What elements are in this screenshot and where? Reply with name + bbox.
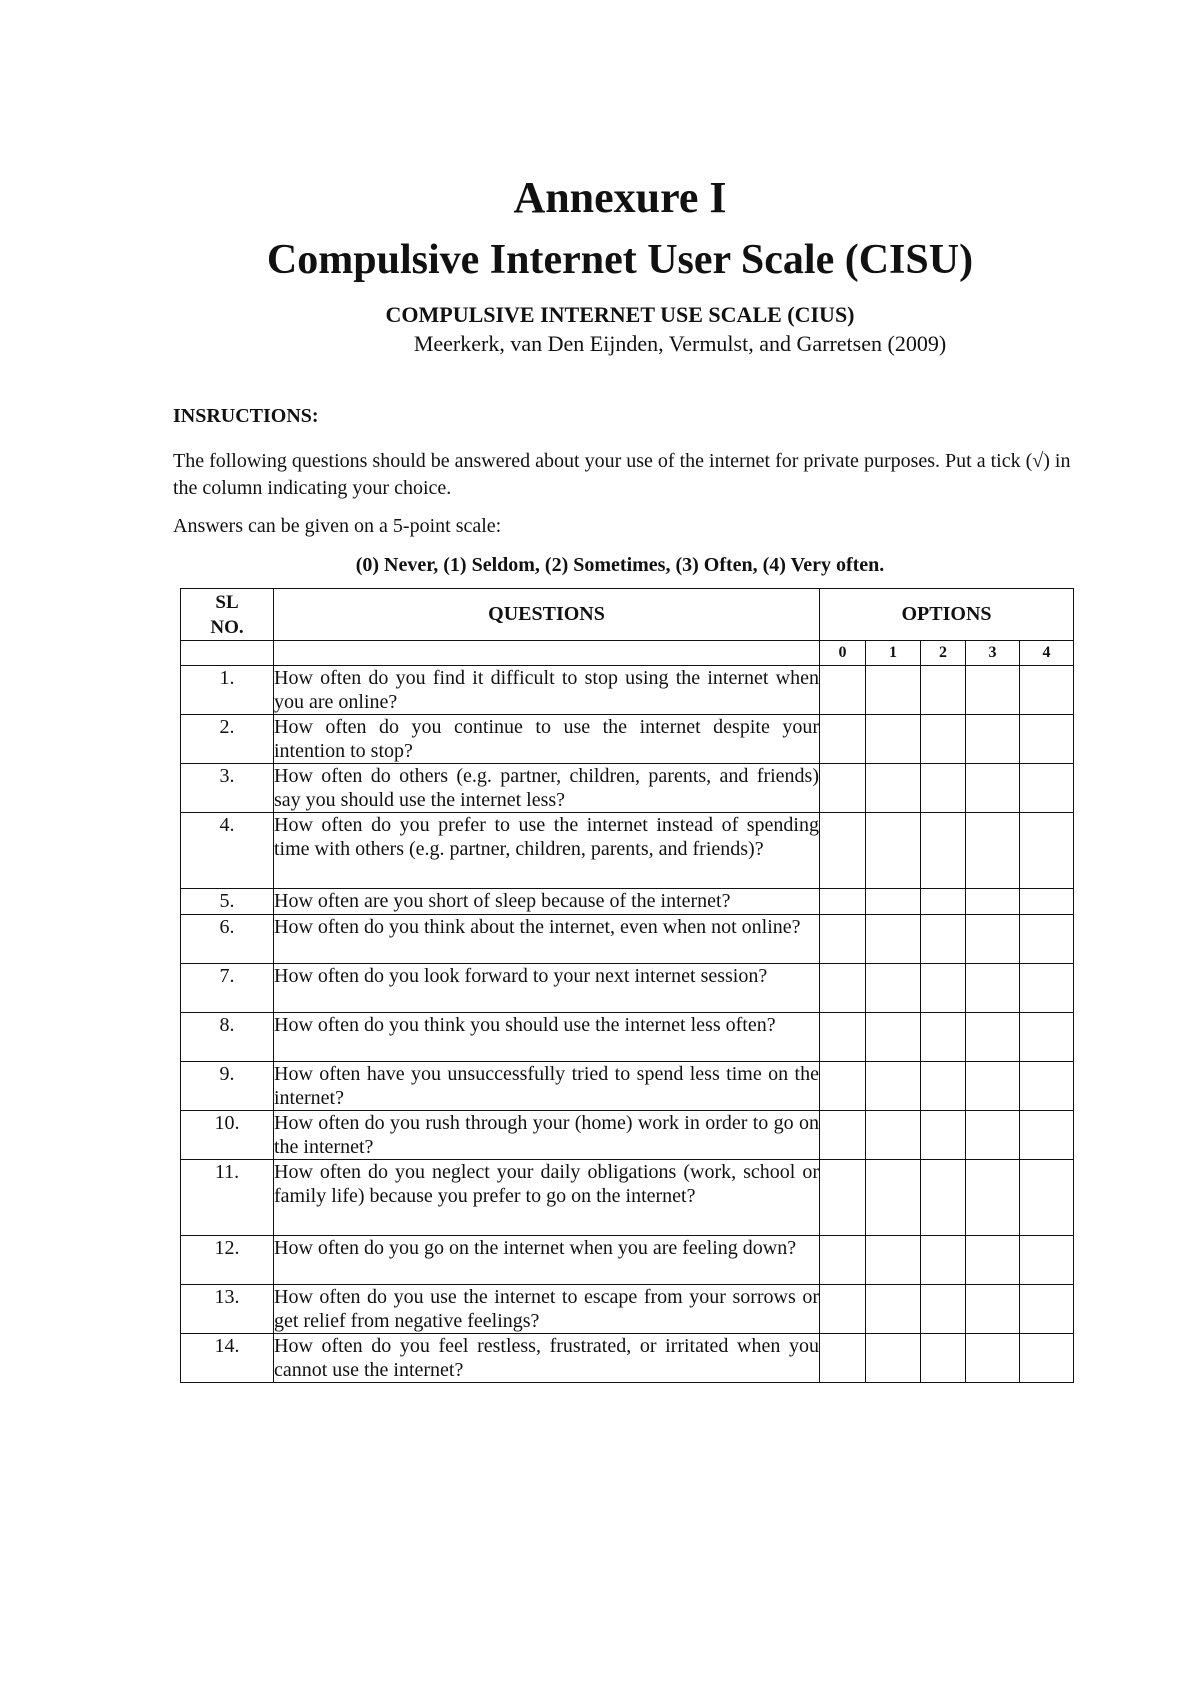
answer-cell-option-1[interactable]	[866, 1334, 921, 1383]
row-question: How often do others (e.g. partner, children, parents, and friends) say you should use the internet less?	[274, 765, 819, 811]
answer-cell-option-1[interactable]	[866, 1013, 921, 1062]
answer-cell-option-4[interactable]	[1020, 1013, 1074, 1062]
row-question: How often do you rush through your (home) work in order to go on the internet?	[274, 1112, 819, 1158]
row-sl-no: 1.	[181, 666, 274, 715]
row-sl-no: 8.	[181, 1013, 274, 1062]
answer-cell-option-1[interactable]	[866, 1111, 921, 1160]
answer-cell-option-1[interactable]	[866, 813, 921, 889]
answer-cell-option-0[interactable]	[820, 1160, 866, 1236]
table-row	[181, 1062, 1074, 1111]
table-row	[181, 1160, 1074, 1236]
row-question: How often are you short of sleep because of the internet?	[274, 889, 820, 915]
answer-cell-option-2[interactable]	[921, 813, 966, 889]
answer-cell-option-0[interactable]	[820, 1236, 866, 1285]
answer-cell-option-4[interactable]	[1020, 764, 1074, 813]
table-row	[181, 666, 1074, 715]
instructions-text: The following questions should be answered about your use of the internet for private purposes. Put a tick (√) in the column indicating your choice.	[173, 450, 1071, 499]
answer-cell-option-2[interactable]	[921, 764, 966, 813]
row-sl-no: 5.	[181, 889, 274, 915]
table-row	[181, 1013, 1074, 1062]
instructions-label: INSRUCTIONS:	[173, 405, 319, 427]
answer-cell-option-4[interactable]	[1020, 915, 1074, 964]
answer-cell-option-1[interactable]	[866, 715, 921, 764]
table-header-row	[181, 589, 1074, 641]
option-1: 1	[866, 641, 921, 666]
annexure-title: Annexure I	[513, 173, 727, 222]
table-row	[181, 764, 1074, 813]
table-row	[181, 1236, 1074, 1285]
row-question: How often do you find it difficult to stop using the internet when you are online?	[274, 667, 819, 713]
row-question: How often do you think you should use the internet less often?	[274, 1013, 820, 1062]
answer-cell-option-3[interactable]	[966, 1013, 1020, 1062]
row-question: How often do you go on the internet when you are feeling down?	[274, 1236, 820, 1285]
answer-cell-option-0[interactable]	[820, 964, 866, 1013]
row-sl-no: 13.	[181, 1285, 274, 1334]
answer-cell-option-3[interactable]	[966, 715, 1020, 764]
blank-cell	[181, 641, 274, 666]
answer-cell-option-1[interactable]	[866, 915, 921, 964]
answer-cell-option-4[interactable]	[1020, 889, 1074, 915]
answer-cell-option-4[interactable]	[1020, 715, 1074, 764]
row-question: How often do you neglect your daily obligations (work, school or family life) because you prefer to go on the internet?	[274, 1160, 820, 1236]
cius-heading: COMPULSIVE INTERNET USE SCALE (CIUS)	[385, 302, 855, 327]
answer-cell-option-3[interactable]	[966, 764, 1020, 813]
row-question: How often do you look forward to your next internet session?	[274, 964, 820, 1013]
answer-cell-option-3[interactable]	[966, 915, 1020, 964]
row-sl-no: 10.	[181, 1111, 274, 1160]
answer-cell-option-0[interactable]	[820, 1013, 866, 1062]
answer-cell-option-2[interactable]	[921, 1013, 966, 1062]
row-sl-no: 7.	[181, 964, 274, 1013]
authors-citation: Meerkerk, van Den Eijnden, Vermulst, and Garretsen (2009)	[413, 331, 947, 356]
answer-cell-option-3[interactable]	[966, 1111, 1020, 1160]
answer-cell-option-2[interactable]	[921, 1236, 966, 1285]
scale-title: Compulsive Internet User Scale (CISU)	[266, 237, 974, 283]
option-3: 3	[966, 641, 1020, 666]
answer-cell-option-1[interactable]	[866, 1285, 921, 1334]
row-question: How often do you continue to use the internet despite your intention to stop?	[274, 716, 819, 762]
answer-cell-option-1[interactable]	[866, 1160, 921, 1236]
answer-cell-option-2[interactable]	[921, 715, 966, 764]
row-sl-no: 9.	[181, 1062, 274, 1111]
answer-cell-option-4[interactable]	[1020, 1285, 1074, 1334]
answer-cell-option-0[interactable]	[820, 915, 866, 964]
answer-cell-option-0[interactable]	[820, 715, 866, 764]
answer-cell-option-0[interactable]	[820, 889, 866, 915]
scale-options: (0) Never, (1) Seldom, (2) Sometimes, (3) Often, (4) Very often.	[355, 554, 885, 576]
answer-cell-option-3[interactable]	[966, 1236, 1020, 1285]
answer-cell-option-4[interactable]	[1020, 813, 1074, 889]
row-sl-no: 3.	[181, 764, 274, 813]
answer-cell-option-2[interactable]	[921, 1334, 966, 1383]
answer-cell-option-1[interactable]	[866, 764, 921, 813]
answer-cell-option-2[interactable]	[921, 1160, 966, 1236]
row-sl-no: 12.	[181, 1236, 274, 1285]
table-row	[181, 1334, 1074, 1383]
table-row	[181, 915, 1074, 964]
cius-table	[180, 588, 1074, 1383]
table-row	[181, 1111, 1074, 1160]
answer-cell-option-2[interactable]	[921, 964, 966, 1013]
row-sl-no: 6.	[181, 915, 274, 964]
answer-cell-option-2[interactable]	[921, 1285, 966, 1334]
table-row	[181, 889, 1074, 915]
answer-cell-option-0[interactable]	[820, 764, 866, 813]
row-sl-no: 11.	[181, 1160, 274, 1236]
answer-cell-option-0[interactable]	[820, 1111, 866, 1160]
answer-cell-option-2[interactable]	[921, 915, 966, 964]
header-questions: QUESTIONS	[274, 589, 820, 641]
row-sl-no: 2.	[181, 715, 274, 764]
answer-cell-option-4[interactable]	[1020, 1111, 1074, 1160]
option-0: 0	[820, 641, 866, 666]
options-number-row	[181, 641, 1074, 666]
answer-cell-option-4[interactable]	[1020, 1160, 1074, 1236]
answer-cell-option-2[interactable]	[921, 889, 966, 915]
answer-cell-option-1[interactable]	[866, 1062, 921, 1111]
header-sl-no: SL NO.	[181, 589, 274, 641]
answer-cell-option-2[interactable]	[921, 1062, 966, 1111]
answer-cell-option-3[interactable]	[966, 964, 1020, 1013]
row-question: How often do you feel restless, frustrated, or irritated when you cannot use the internet?	[274, 1335, 819, 1381]
row-question: How often do you use the internet to escape from your sorrows or get relief from negative feelings?	[274, 1286, 819, 1332]
scale-intro: Answers can be given on a 5-point scale:	[173, 515, 502, 537]
answer-cell-option-3[interactable]	[966, 1062, 1020, 1111]
row-sl-no: 4.	[181, 813, 274, 889]
answer-cell-option-2[interactable]	[921, 666, 966, 715]
answer-cell-option-4[interactable]	[1020, 1062, 1074, 1111]
blank-cell	[274, 641, 820, 666]
answer-cell-option-3[interactable]	[966, 1285, 1020, 1334]
answer-cell-option-3[interactable]	[966, 1334, 1020, 1383]
answer-cell-option-1[interactable]	[866, 889, 921, 915]
answer-cell-option-3[interactable]	[966, 666, 1020, 715]
answer-cell-option-3[interactable]	[966, 813, 1020, 889]
answer-cell-option-0[interactable]	[820, 1285, 866, 1334]
answer-cell-option-4[interactable]	[1020, 1334, 1074, 1383]
option-2: 2	[921, 641, 966, 666]
answer-cell-option-0[interactable]	[820, 1062, 866, 1111]
answer-cell-option-1[interactable]	[866, 1236, 921, 1285]
header-options: OPTIONS	[820, 589, 1074, 641]
answer-cell-option-3[interactable]	[966, 1160, 1020, 1236]
row-question: How often do you think about the internet, even when not online?	[274, 915, 820, 964]
table-row	[181, 964, 1074, 1013]
table-row	[181, 1285, 1074, 1334]
row-question: How often do you prefer to use the internet instead of spending time with others (e.g. partner, children, parents, and friends)?	[274, 813, 820, 889]
answer-cell-option-4[interactable]	[1020, 964, 1074, 1013]
answer-cell-option-0[interactable]	[820, 666, 866, 715]
row-question: How often have you unsuccessfully tried to spend less time on the internet?	[274, 1063, 819, 1109]
table-row	[181, 715, 1074, 764]
answer-cell-option-4[interactable]	[1020, 1236, 1074, 1285]
answer-cell-option-1[interactable]	[866, 964, 921, 1013]
table-row	[181, 813, 1074, 889]
answer-cell-option-0[interactable]	[820, 1334, 866, 1383]
row-sl-no: 14.	[181, 1334, 274, 1383]
option-4: 4	[1020, 641, 1074, 666]
answer-cell-option-0[interactable]	[820, 813, 866, 889]
answer-cell-option-2[interactable]	[921, 1111, 966, 1160]
answer-cell-option-4[interactable]	[1020, 666, 1074, 715]
answer-cell-option-1[interactable]	[866, 666, 921, 715]
answer-cell-option-3[interactable]	[966, 889, 1020, 915]
